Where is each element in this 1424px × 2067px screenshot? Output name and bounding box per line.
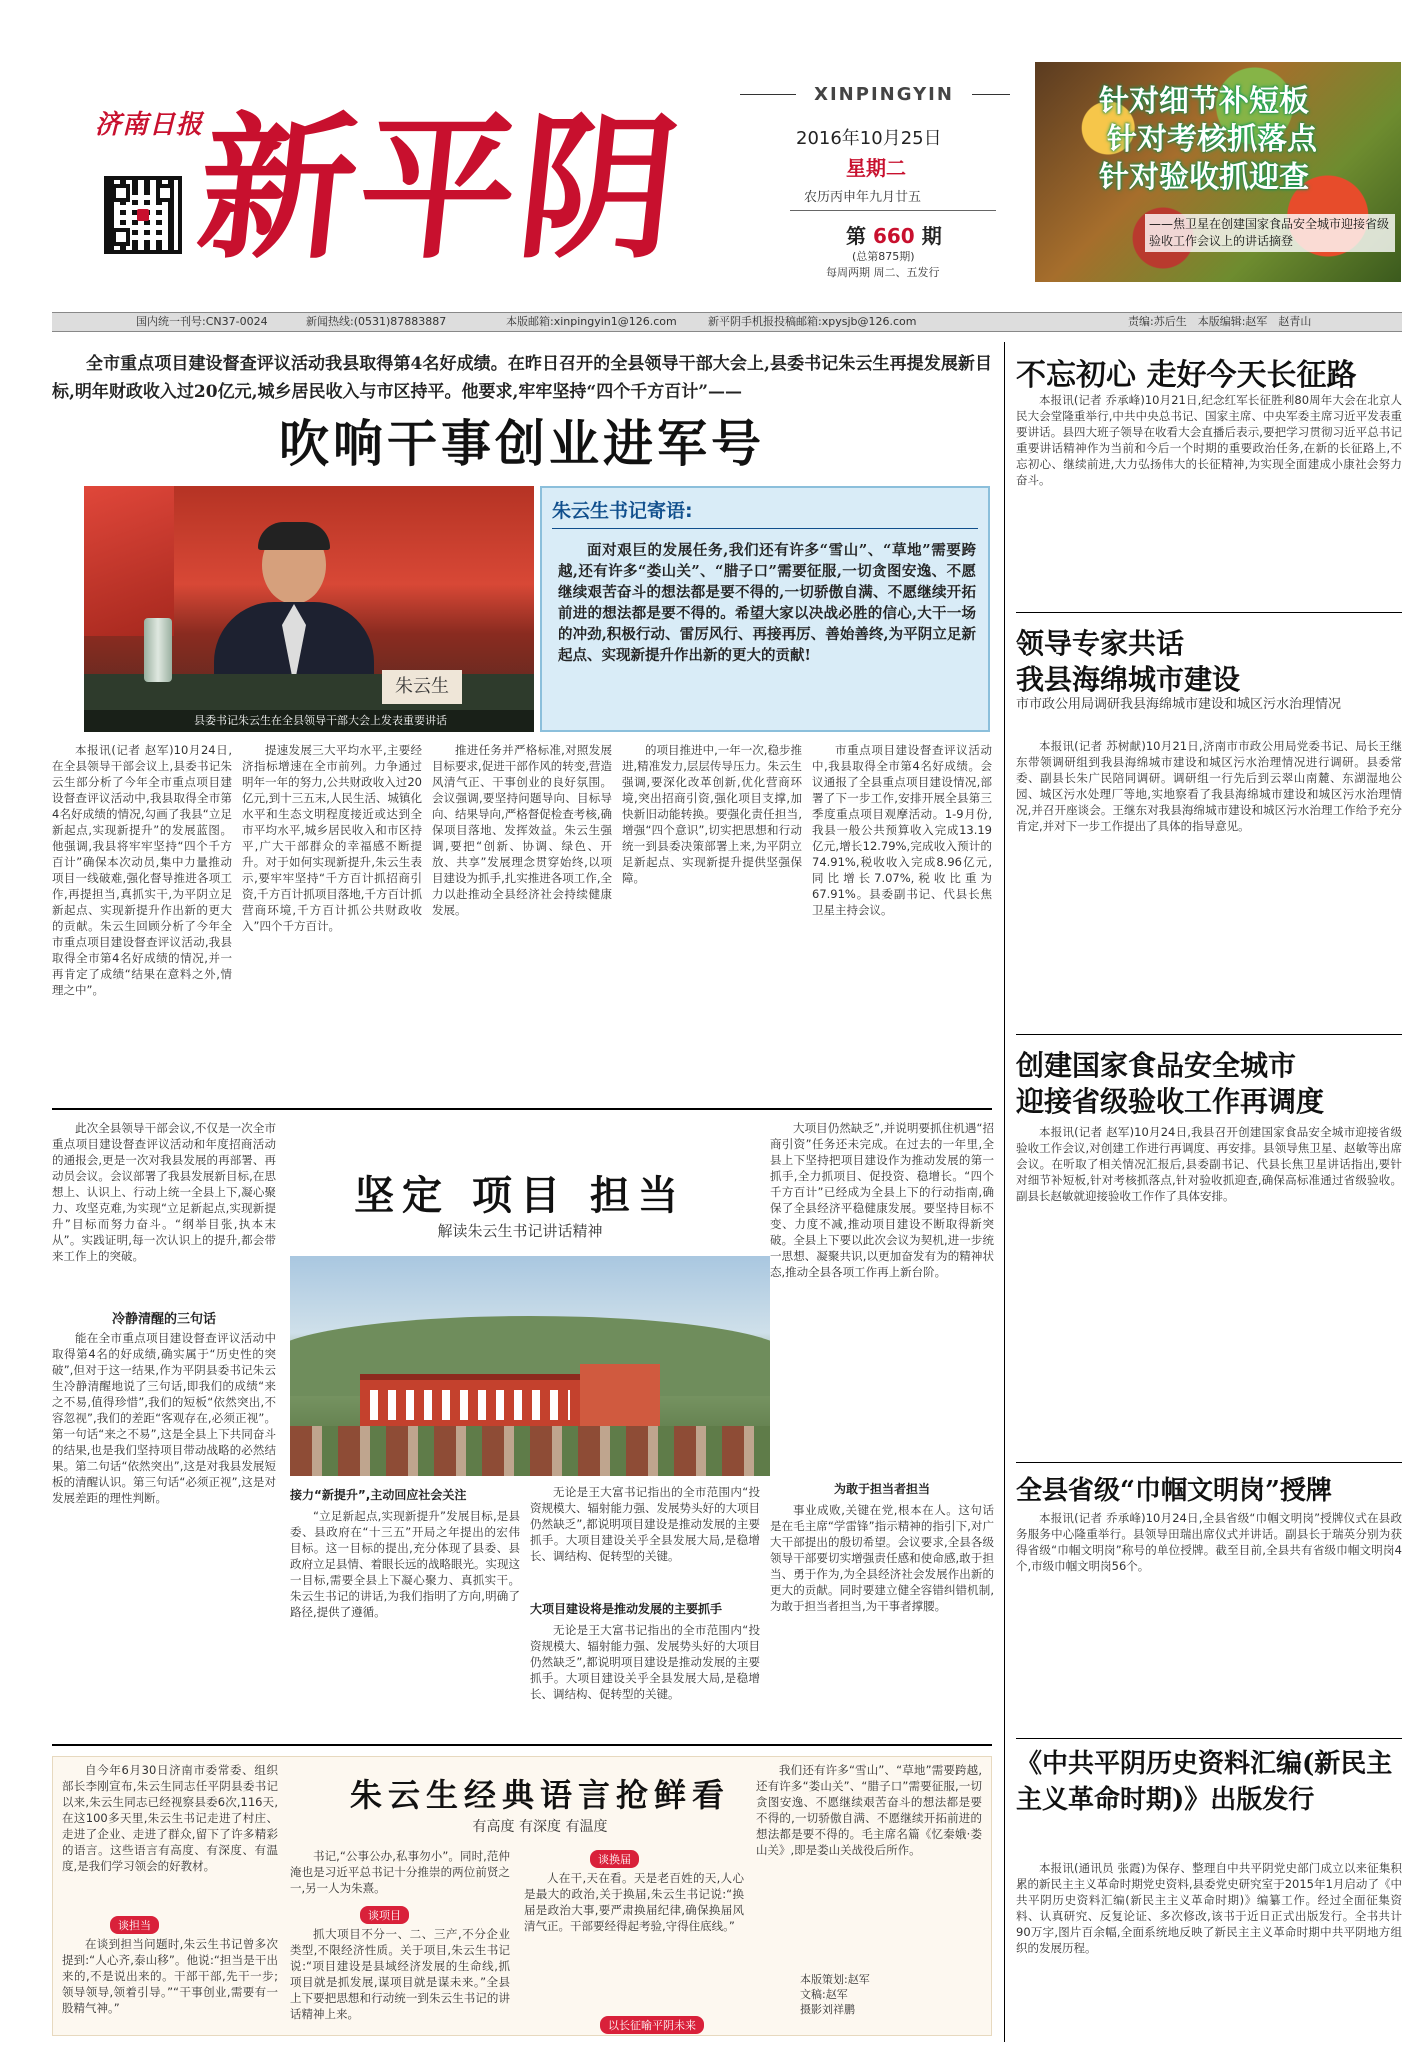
- feature-subtitle: 解读朱云生书记讲话精神: [437, 1222, 603, 1240]
- photo-nameplate: 朱云生: [382, 670, 462, 704]
- right-column-divider: [1004, 342, 1005, 2042]
- right-article-1-title: 不忘初心 走好今天长征路: [1016, 358, 1357, 393]
- flag-shape: [84, 486, 174, 636]
- feature-left-text: 此次全县领导干部会议,不仅是一次全市重点项目建设督查评议活动和年度招商活动的通报会,更是一次对我县发展的再部署、再动员会议。会议部署了我县发展新目标,在思想上、认识上、行动上统一全县上下,凝心聚力、攻坚克难,为实现“立足新起点,实现新提升”目标而努力奋斗。“纲举目张,执本末从”。实践证明,每一次认识上的提升,都会带来工作上的突破。: [52, 1121, 276, 1263]
- credit-planner: 本版策划:赵军: [800, 1973, 870, 1986]
- banner-line-1: 针对细节补短板: [1099, 84, 1309, 119]
- feature-bottom-rule: [52, 1744, 992, 1746]
- date-rule: [790, 210, 996, 211]
- issue-suffix: 期: [921, 224, 942, 248]
- issue-no: 660: [872, 224, 915, 248]
- masthead-pinyin: XINPINGYIN: [814, 84, 954, 105]
- classic-text-2: 书记,“公事公办,私事勿小”。同时,范仲淹也是习近平总书记十分推崇的两位前贤之一,另一人为朱熹。: [290, 1849, 510, 1895]
- classic-intro: 自今年6月30日济南市委常委、组织部长李刚宣布,朱云生同志任平阴县委书记以来,朱云生同志已经视察县委6次,116天,在这100多天里,朱云生书记走进了村庄、走进了企业、走进了群众,留下了许多精彩的语言。这些语言有高度、有深度、有温度,是我们学习领会的好教材。: [62, 1763, 278, 1873]
- classic-text-5: 我们还有许多“雪山”、“草地”需要跨越,还有许多“娄山关”、“腊子口”需要征服,一切贪图安逸、不愿继续艰苦奋斗的想法都是要不得的,一切骄傲自满、不愿继续开拓前进的想法都是要不得的。毛主席名篇《忆秦娥·娄山关》,即是娄山关战役后所作。: [756, 1763, 982, 1857]
- credit-photo: 摄影刘祥鹏: [800, 2003, 855, 2016]
- masthead: [0, 0, 1424, 320]
- right-article-4-title: 全县省级“巾帼文明岗”授牌: [1016, 1476, 1332, 1506]
- lead-col-5: 市重点项目建设督查评议活动中,我县取得全市第4名好成绩。会议通报了全县重点项目建设情况,部署了下一步工作,安排开展全县第三季度重点项目观摩活动。1-9月份,我县一般公共预算收入完成13.19亿元,增长12.79%,完成收入预计的74.91%,税收收入完成8.96亿元,同比增长7.07%,税收比重为67.91%。县委副书记、代县长焦卫星主持会议。: [812, 743, 992, 917]
- quote-title: 朱云生书记寄语:: [552, 500, 693, 522]
- masthead-title: 新平阴: [190, 97, 690, 280]
- feature-left-text-2: 能在全市重点项目建设督查评议活动中取得第4名的好成绩,确实属于“历史性的突破”,但对于这一结果,作为平阴县委书记朱云生冷静清醒地说了三句话,即我们的成绩“来之不易,值得珍惜”,我们的短板“依然突出,不容忽视”,我们的差距“客观存在,必须正视”。第一句话“来之不易”,这是全县上下共同奋斗的结果,也是我们坚持项目带动战略的必然结果。第二句话“依然突出”,这是对我县发展短板的清醒认识。第三句话“必须正视”,这是对发展差距的理性判断。: [52, 1331, 276, 1505]
- classic-headline: 朱云生经典语言抢鲜看: [349, 1776, 730, 1814]
- right-article-3-title-2: 迎接省级验收工作再调度: [1016, 1085, 1325, 1118]
- right-article-2-text: 本报讯(记者 苏树献)10月21日,济南市市政公用局党委书记、局长王继东带领调研组到我县海绵城市建设和城区污水治理情况进行调研。县委常委、副县长朱广民陪同调研。调研组一行先后到云翠山南麓、东湖湿地公园、城区污水处理厂等地,实地察看了我县海绵城市建设和城区污水治理情况,并召开座谈会。王继东对我县海绵城市建设和城区污水治理工作给予充分肯定,并对下一步工作提出了具体的指导意见。: [1016, 739, 1402, 833]
- classic-text-3: 抓大项目不分一、二、三产,不分企业类型,不限经济性质。关于项目,朱云生书记说:“项目建设是县域经济发展的生命线,抓项目就是抓发展,谋项目就是谋未来。”全县上下要把思想和行动统一到朱云生书记的讲话精神上来。: [290, 1927, 510, 2021]
- total-issue: (总第875期): [852, 250, 915, 263]
- editors: 责编:苏后生 本版编辑:赵军 赵青山: [1128, 315, 1312, 328]
- right-rule-2: [1016, 1034, 1402, 1035]
- issue-date: 2016年10月25日: [796, 128, 942, 149]
- lead-col-3: 推进任务并严格标准,对照发展目标要求,促进干部作风的转变,营造风清气正、干事创业的良好氛围。会议强调,要坚持问题导向、目标导向、结果导向,严格督促检查考核,确保项目落地、发挥效益。朱云生强调,要把“创新、协调、绿色、开放、共享”发展理念贯穿始终,以项目建设为抓手,扎实推进各项工作,全力以赴推动全县经济社会持续健康发展。: [432, 743, 612, 917]
- page-email: 本版邮箱:xinpingyin1@126.com: [506, 315, 677, 328]
- classic-tag-3: [590, 1848, 639, 1868]
- right-article-2-subtitle: 市市政公用局调研我县海绵城市建设和城区污水治理情况: [1016, 697, 1342, 712]
- feature-subhead-3: 为敢于担当者担当: [833, 1482, 930, 1496]
- right-rule-4: [1016, 1738, 1402, 1739]
- factory-windows: [370, 1390, 570, 1420]
- parent-paper-logo: 济南日报: [95, 110, 204, 140]
- banner-line-2: 针对考核抓落点: [1107, 122, 1317, 157]
- lead-headline: 吹响干事创业进军号: [279, 414, 765, 473]
- right-article-4-text: 本报讯(记者 乔承峰)10月24日,全县省级“巾帼文明岗”授牌仪式在县政务服务中心隆重举行。县领导田瑞出席仪式并讲话。副县长于瑞英分别为获得省级“巾帼文明岗”称号的单位授牌。截至目前,全县共有省级巾帼文明岗4个,市级巾帼文明岗56个。: [1016, 1511, 1402, 1573]
- lead-deck: 全市重点项目建设督查评议活动我县取得第4名好成绩。在昨日召开的全县领导干部大会上,县委书记朱云生再提发展新目标,明年财政收入过20亿元,城乡居民收入与市区持平。他要求,牢牢坚持“四个千方百计”——: [52, 354, 992, 402]
- classic-tag-2: [360, 1904, 409, 1924]
- credit-writer: 文稿:赵军: [800, 1988, 848, 2001]
- feature-mid-text-c: 无论是王大富书记指出的全市范围内“投资规模大、辐射能力强、发展势头好的大项目仍然缺乏”,都说明项目建设是推动发展的主要抓手。大项目建设关乎全县发展大局,是稳增长、调结构、促转型的关键。: [530, 1623, 760, 1701]
- quote-rule: [552, 528, 978, 529]
- lunar-date: 农历丙申年九月廿五: [804, 190, 922, 205]
- right-article-2-title-1: 领导专家共话: [1016, 627, 1185, 660]
- right-article-2-title-2: 我县海绵城市建设: [1016, 663, 1241, 696]
- tag-xiangmu: 谈项目: [360, 1906, 409, 1924]
- classic-subtitle: 有高度 有深度 有温度: [472, 1819, 608, 1835]
- right-article-5-title: 《中共平阴历史资料汇编(新民主主义革命时期)》出版发行: [1016, 1749, 1393, 1815]
- lead-bottom-rule: [52, 1108, 992, 1110]
- tag-danDang: 谈担当: [110, 1916, 159, 1934]
- right-rule-1: [1016, 612, 1402, 613]
- feature-right-text-2: 事业成败,关键在党,根本在人。这句话是在毛主席“学雷锋”指示精神的指引下,对广大干部提出的殷切希望。会议要求,全县各级领导干部要切实增强责任感和使命感,敢于担当、勇于作为,为全县经济社会发展作出新的更大的贡献。同时要建立健全容错纠错机制,为敢于担当者担当,为干事者撑腰。: [770, 1503, 994, 1613]
- info-bar: [52, 312, 1402, 332]
- banner-line-3: 针对验收抓迎查: [1099, 160, 1309, 195]
- right-article-5-text: 本报讯(通讯员 张霞)为保存、整理自中共平阴党史部门成立以来征集积累的新民主主义革命时期党史资料,县委党史研究室于2015年1月启动了《中共平阴历史资料汇编(新民主主义革命时期)》编纂工作。经过全面征集资料、认真研究、反复论证、多次修改,该书于近日正式出版发行。全书共计90万字,图片百余幅,全面系统地反映了新民主主义革命时期中共平阴地方组织的发展历程。: [1016, 1861, 1402, 1955]
- feature-mid-text-b: 无论是王大富书记指出的全市范围内“投资规模大、辐射能力强、发展势头好的大项目仍然缺乏”,都说明项目建设是推动发展的主要抓手。大项目建设关乎全县发展大局,是稳增长、调结构、促转型的关键。: [530, 1485, 760, 1563]
- lead-photo-caption: 县委书记朱云生在全县领导干部大会上发表重要讲话: [84, 710, 534, 732]
- tea-cup: [144, 618, 172, 682]
- classic-tag-4: [600, 2014, 704, 2034]
- issue-label: 第: [846, 224, 866, 248]
- lead-col-1: 本报讯(记者 赵军)10月24日,在全县领导干部会议上,县委书记朱云生部分析了今年全市重点项目建设督查评议活动中,我县取得全市第4名好成绩的情况,勾画了我县“立足新起点,实现新提升”的发展蓝图。他强调,我县将牢牢坚持“四个千方百计”确保本次动员,集中力量推动项目一线破难,强化督导推进各项工作,再提担当,真抓实干,为平阴立足新起点、实现新提升作出新的更大的贡献。朱云生回顾分析了今年全市重点项目建设督查评议活动,我县取得全市第4名好成绩的情况,并一再肯定了成绩“结果在意料之外,情理之中”。: [52, 743, 232, 997]
- qr-code: [104, 176, 182, 254]
- right-article-3-text: 本报讯(记者 赵军)10月24日,我县召开创建国家食品安全城市迎接省级验收工作会议,对创建工作进行再调度、再安排。县领导焦卫星、赵敏等出席会议。在听取了相关情况汇报后,县委副书记、代县长焦卫星讲话指出,要针对细节补短板,针对考核抓落点,针对验收抓迎查,确保高标准通过省级验收。副县长赵敏就迎接验收工作作了具体安排。: [1016, 1125, 1402, 1203]
- classic-text-4: 人在干,天在看。天是老百姓的天,人心是最大的政治,关于换届,朱云生书记说:“换届是政治大事,要严肃换届纪律,确保换届风清气正。干部要经得起考验,守得住底线。”: [524, 1871, 744, 1933]
- feature-right-text: 大项目仍然缺乏”,并说明要抓住机遇“招商引资”任务还未完成。在过去的一年里,全县上下坚持把项目建设作为推动发展的第一抓手,全力抓项目、促投资、稳增长。“四个千方百计”已经成为全县上下的行动指南,确保了全县经济平稳健康发展。要坚持目标不变、力度不减,推动项目建设不断取得新突破。全县上下要以此次会议为契机,进一步统一思想、凝聚共识,以更加奋发有为的精神状态,推动全县各项工作再上新台阶。: [770, 1121, 994, 1279]
- feature-subhead-1: 冷静清醒的三句话: [111, 1312, 216, 1327]
- issue-number: [846, 220, 942, 249]
- mobile-email: 新平阴手机报投稿邮箱:xpysjb@126.com: [708, 315, 917, 328]
- tag-huanjie: 谈换届: [590, 1850, 639, 1868]
- cn-number: 国内统一刊号:CN37-0024: [136, 315, 268, 328]
- classic-credits: [800, 1972, 870, 2017]
- banner-caption: ——焦卫星在创建国家食品安全城市迎接省级验收工作会议上的讲话摘登: [1145, 214, 1395, 252]
- news-hotline: 新闻热线:(0531)87883887: [306, 315, 447, 328]
- lead-col-2: 提速发展三大平均水平,主要经济指标增速在全市前列。力争通过明年一年的努力,公共财政收入过20亿元,到十三五末,人民生活、城镇化水平和生态文明程度接近或达到全市平均水平,城乡居民收入和市区持平,广大干部群众的幸福感不断提升。对于如何实现新提升,朱云生表示,要牢牢坚持“千方百计抓招商引资,千方百计抓项目落地,千方百计抓营商环境,千方百计抓公共财政收入”四个千方百计。: [242, 743, 422, 933]
- lead-photo: [84, 486, 534, 732]
- pinyin-rule-left: [740, 94, 796, 95]
- village-roofs: [290, 1426, 770, 1476]
- issue-weekday: 星期二: [846, 156, 906, 180]
- quote-body: 面对艰巨的发展任务,我们还有许多“雪山”、“草地”需要跨越,还有许多“娄山关”、“腊子口”需要征服,一切贪图安逸、不愿继续艰苦奋斗的想法都是要不得的,一切骄傲自满、不愿继续开拓前进的想法都是要不得的。希望大家以决战必胜的信心,大干一场的冲劲,积极行动、雷厉风行、再接再厉、善始善终,为平阴立足新起点、实现新提升作出新的更大的贡献!: [558, 542, 976, 664]
- right-article-1-text: 本报讯(记者 乔承峰)10月21日,纪念红军长征胜利80周年大会在北京人民大会堂隆重举行,中共中央总书记、国家主席、中央军委主席习近平发表重要讲话。县四大班子领导在收看大会直播后表示,要把学习贯彻习近平总书记重要讲话精神作为当前和今后一个时期的重要政治任务,在新的长征路上,不忘初心、继续前进,大力弘扬伟大的长征精神,为实现全面建成小康社会努力奋斗。: [1016, 393, 1402, 487]
- banner-image: [1035, 62, 1401, 282]
- feature-subhead-2: 大项目建设将是推动发展的主要抓手: [530, 1602, 723, 1616]
- lead-col-4: 的项目推进中,一年一次,稳步推进,精准发力,层层传导压力。朱云生强调,要深化改革创新,优化营商环境,突出招商引资,强化项目支撑,加快新旧动能转换。要强化责任担当,增强“四个意识”,切实把思想和行动统一到县委决策部署上来,为平阴立足新起点、实现新提升提供坚强保障。: [622, 743, 802, 885]
- schedule: 每周两期 周二、五发行: [826, 266, 940, 279]
- classic-tag-1: [110, 1914, 159, 1934]
- feature-photo-caption: 接力“新提升”,主动回应社会关注: [290, 1488, 467, 1502]
- right-rule-3: [1016, 1462, 1402, 1463]
- feature-photo: [290, 1256, 770, 1476]
- quote-box: [540, 486, 990, 732]
- feature-mid-text: “立足新起点,实现新提升”发展目标,是县委、县政府在“十三五”开局之年提出的宏伟目标。这一目标的提出,充分体现了县委、县政府立足县情、着眼长远的战略眼光。实现这一目标,需要全县上下凝心聚力、真抓实干。朱云生书记的讲话,为我们指明了方向,明确了路径,提供了遵循。: [290, 1509, 520, 1619]
- classic-text-1: 在谈到担当问题时,朱云生书记曾多次提到:“人心齐,泰山移”。他说:“担当是干出来的,不是说出来的。干部干部,先干一步;领导领导,领着引导。”“干事创业,需要有一股精气神。”: [62, 1937, 278, 2015]
- feature-headline: 坚定 项目 担当: [354, 1172, 686, 1219]
- pinyin-rule-right: [972, 94, 1010, 95]
- right-article-3-title-1: 创建国家食品安全城市: [1016, 1049, 1297, 1082]
- tag-changzheng: 以长征喻平阴未来: [600, 2016, 704, 2034]
